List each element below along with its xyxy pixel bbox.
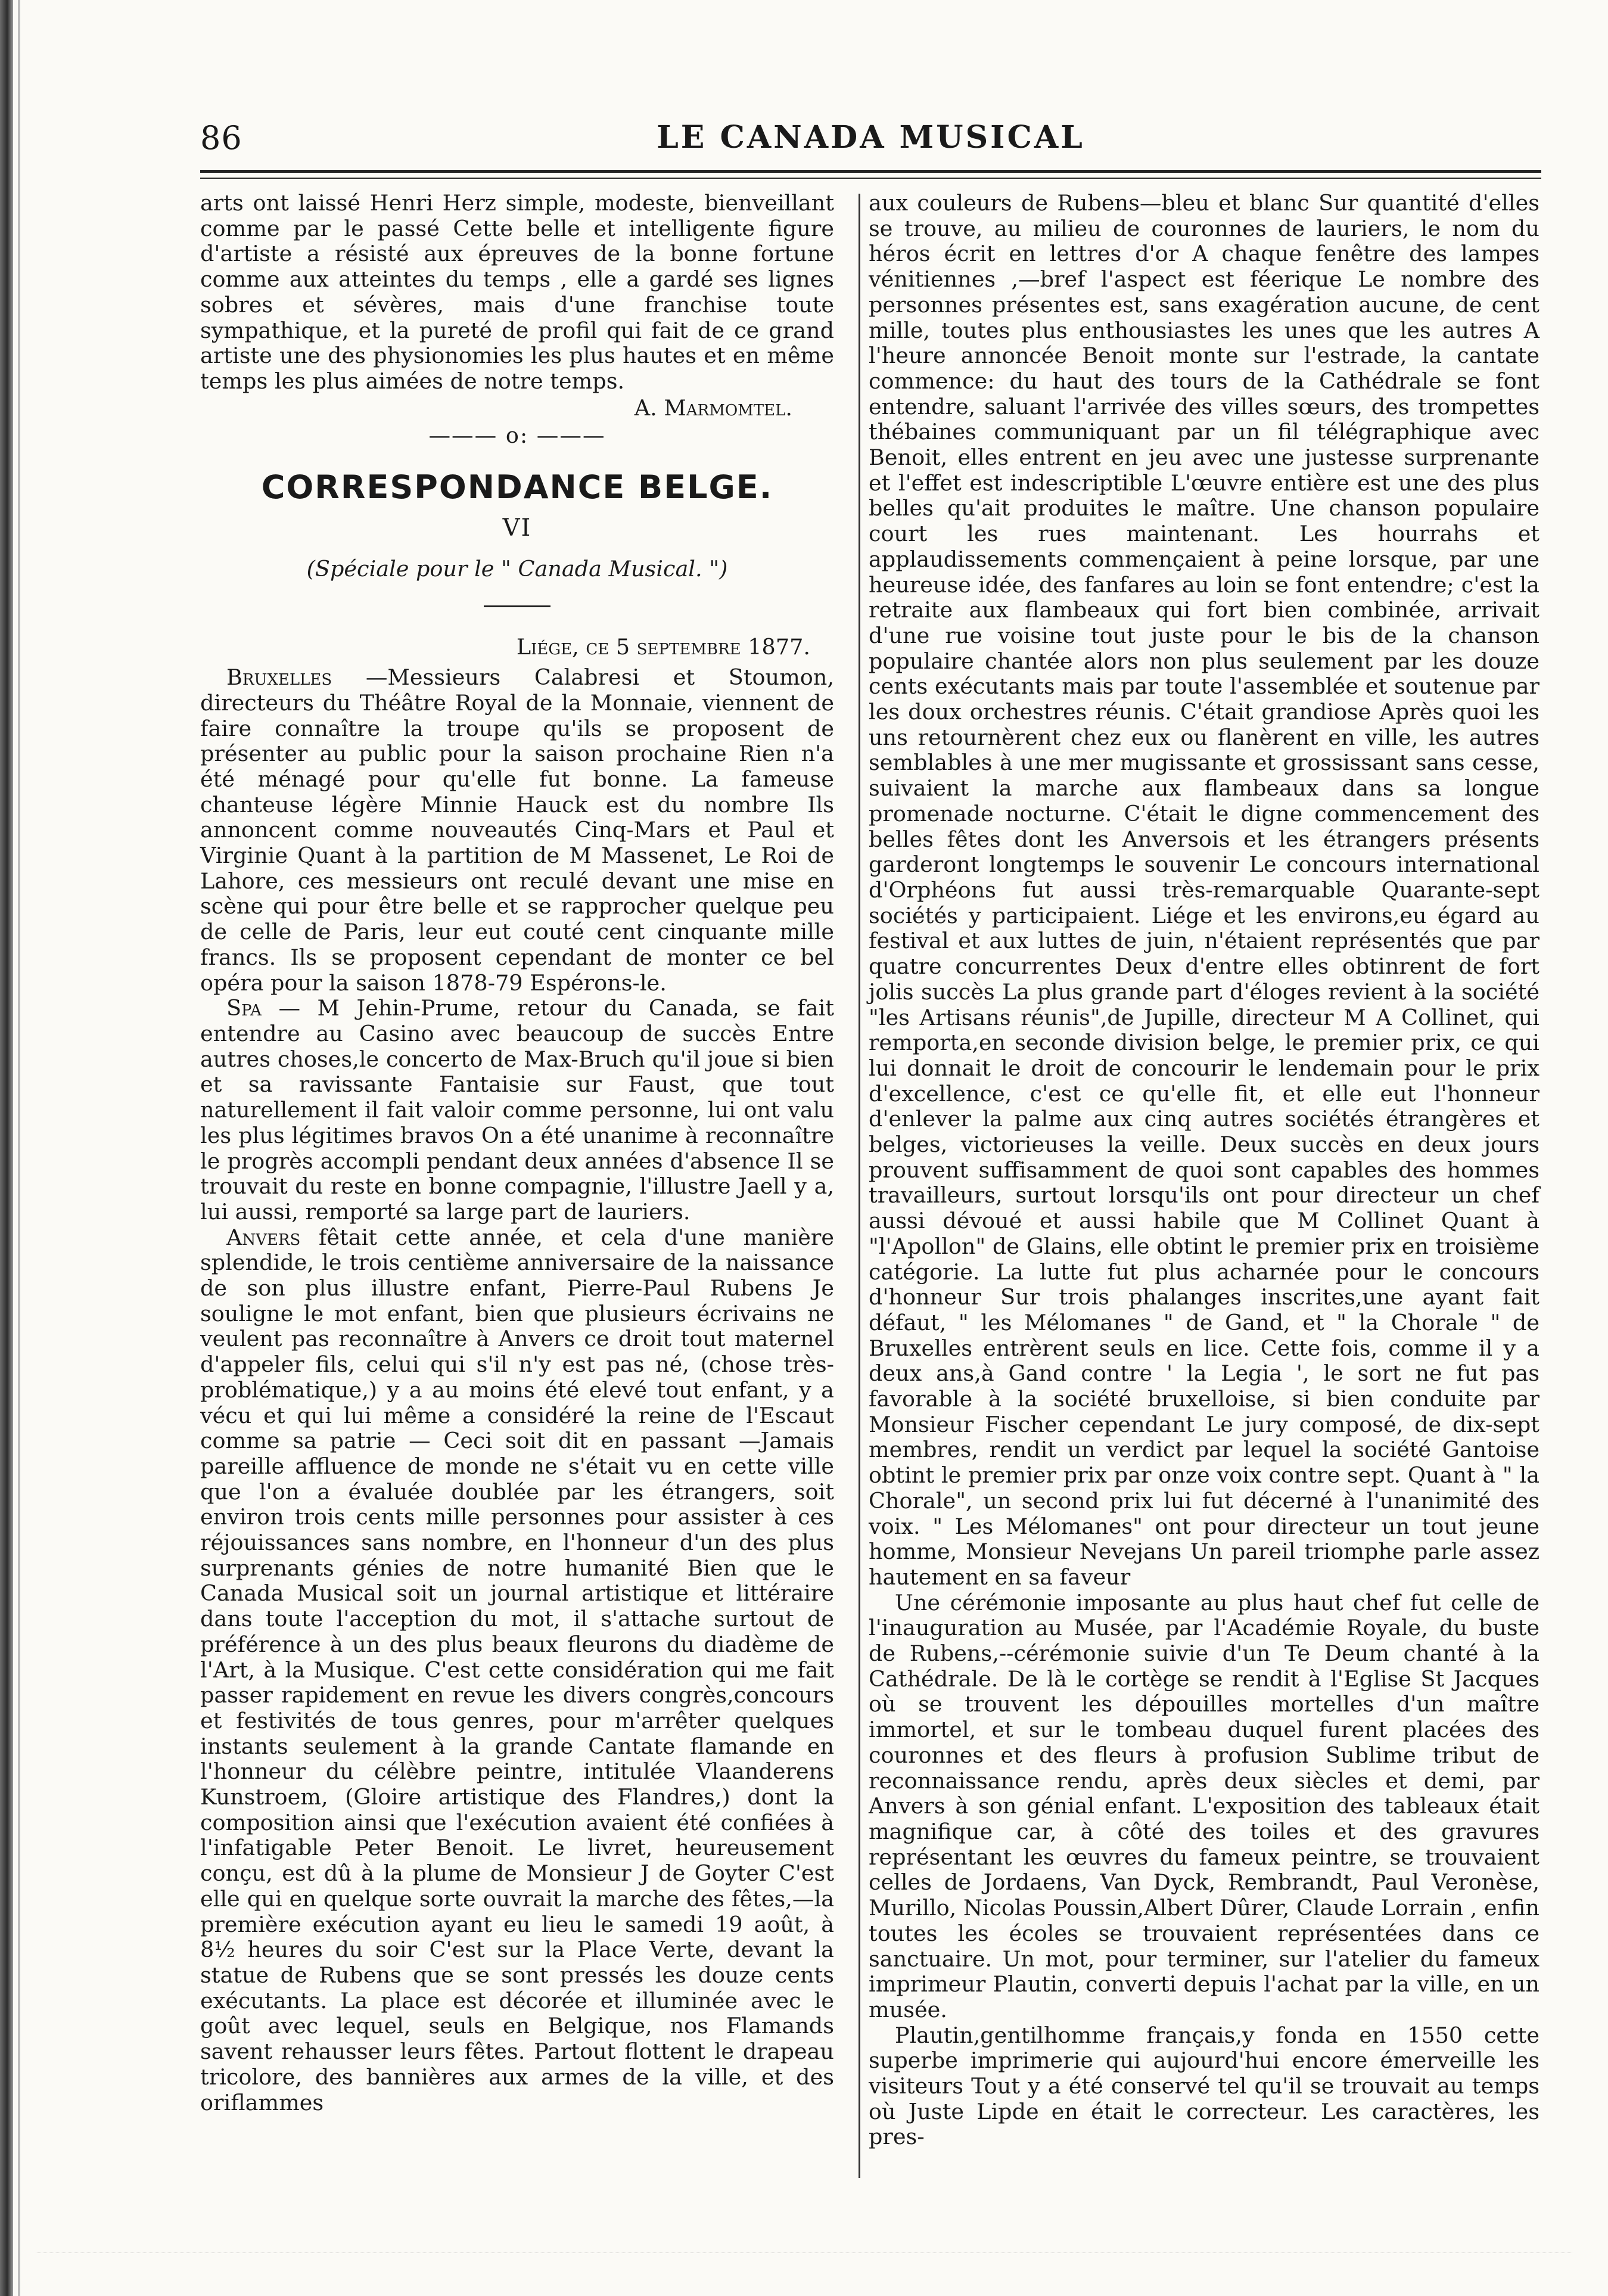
paragraph-ceremonie: Une cérémonie imposante au plus haut chef fut celle de l'inauguration au Musée, par l'Académie Royale, du buste de Rubens,--cérémonie suivie d'un Te Deum chanté à la Cathédrale. De là le cortège se rendit à l'Eglise St Jacques où se trouvent les dépouilles mortelles d'un maître immortel, et sur le tombeau duquel furent placées des couronnes et des fleurs à profusion Sublime tribut de reconnaissance rendu, après deux siècles et demi, par Anvers à son génial enfant. L'exposition des tableaux était magnifique car, à côté des toiles et des gravures représentant les œuvres du fameux peintre, se trouvaient celles de Jordaens, Van Dyck, Rembrandt, Paul Veronèse, Murillo, Nicolas Poussin,Albert Dûrer, Claude Lorrain , enfin toutes les écoles se trouvaient représentées dans ce sanctuaire. Un mot, pour terminer, sur l'atelier du fameux imprimeur Plautin, converti depuis l'achat par la ville, en un musée. (869, 1589, 1539, 2022)
paragraph-plautin: Plautin,gentilhomme français,y fonda en 1550 cette superbe imprimerie qui aujourd'hui encore émerveille les visiteurs Tout y a été conservé tel qu'il se trouvait au temps où Juste Lipde en était le correcteur. Les caractères, les pres- (869, 2022, 1539, 2150)
header-rule-thin (200, 178, 1541, 179)
page-bottom-edge (36, 2252, 1572, 2271)
page-header (200, 119, 1541, 173)
lead-word: Bruxelles (226, 664, 332, 691)
lead-word: Spa (226, 995, 262, 1021)
paragraph-text: fêtait cette année, et cela d'une manière splendide, le trois centième anniversaire de la naissance de son plus illustre enfant, Pierre-Paul Rubens Je souligne le mot enfant, bien que plusieurs écrivains ne veulent pas reconnaître à Anvers ce droit tout maternel d'appeler fils, celui qui s'il n'y est pas né, (chose très-problématique,) y a au moins été elevé tout enfant, y a vécu et qui lui même a considéré la reine de l'Escaut comme sa patrie — Ceci soit dit en passant —Jamais pareille affluence de monde ne s'était vu en cette ville que l'on a évaluée doublée par les étrangers, soit environ trois cents mille personnes pour assister à ces réjouissances sans nombre, en l'honneur d'un des plus surprenants génies de notre humanité Bien que le Canada Musical soit un journal artistique et littéraire dans toute l'acception du mot, il s'attache surtout de préférence à un des plus beaux fleurons du diadème de l'Art, à la Musique. C'est cette considération qui me fait passer rapidement en revue les divers congrès,concours et festivités de tous genres, pour m'arrêter quelques instants seulement à la grande Cantate flamande en l'honneur du célèbre peintre, intitulée Vlaanderens Kunstroem, (Gloire artistique des Flandres,) dont la composition ainsi que l'exécution avaient été confiées à l'infatigable Peter Benoit. Le livret, heureusement conçu, est dû à la plume de Monsieur J de Goyter C'est elle qui en quelque sorte ouvrait la marche des fêtes,—la première exécution ayant eu lieu le samedi 19 août, à 8½ heures du soir C'est sur la Place Verte, devant la statue de Rubens que se sont pressés les douze cents exécutants. La place est décorée et illuminée avec le goût avec lequel, seuls en Belgique, nos Flamands savent rehausser leurs fêtes. Partout flottent le drapeau tricolore, des bannières aux armes de la ville, et des oriflammes (200, 1224, 834, 2115)
column-rule (859, 194, 860, 2178)
binding-edge (0, 0, 13, 2296)
paragraph-rubens-fetes: aux couleurs de Rubens—bleu et blanc Sur quantité d'elles se trouve, au milieu de couronnes de lauriers, le nom du héros écrit en lettres d'or A chaque fenêtre des lampes vénitiennes ,—bref l'aspect est féerique Le nombre des personnes présentes est, sans exagération aucune, de cent mille, toutes plus enthousiastes les unes que les autres A l'heure annoncée Benoit monte sur l'estrade, la cantate commence: du haut des tours de la Cathédrale se font entendre, saluant l'arrivée des villes sœurs, des trompettes thébaines communiquant par un fil télégraphique avec Benoit, elles entrent en jeu avec une justesse surprenante et l'effet est indescriptible L'œuvre entière est une des plus belles qu'ait produites le maître. Une chanson populaire court les rues maintenant. Les hourrahs et applaudissements commençaient à peine lorsque, par une heureuse idée, des fanfares au loin se font entendre; c'est la retraite aux flambeaux qui fort bien combinée, arrivait d'une rue voisine tout juste pour le bis de la chanson populaire chantée alors non plus seulement par les douze cents exécutants mais par toute l'assemblée et soutenue par les doux orchestres réunis. C'était grandiose Après quoi les uns retournèrent chez eux ou flanèrent en ville, les autres semblables à une mer mugissante et grossissant sans cesse, suivaient la marche aux flambeaux dans sa longue promenade nocturne. C'était le digne commencement des belles fêtes dont les Anversois et les étrangers présents garderont longtemps le souvenir Le concours international d'Orphéons fut aussi très-remarquable Quarante-sept sociétés y participaient. Liége et les environs,eu égard au festival et aux luttes de juin, n'étaient représentés que par quatre concurrentes Deux d'entre elles obtinrent de fort jolis succès La plus grande part d'éloges revient à la société "les Artisans réunis",de Jupille, directeur M A Collinet, qui remporta,en seconde division belge, le premier prix, ce qui lui donnait le droit de concourir le lendemain pour le prix d'excellence, c'est ce qu'elle fit, et elle eut l'honneur d'enlever la palme aux cinq autres sociétés étrangères et belges, victorieuses la veille. Deux succès en deux jours prouvent suffisamment de quoi sont capables des hommes travailleurs, surtout lorsqu'ils ont pour directeur un chef aussi dévoué et aussi habile que M Collinet Quant à "l'Apollon" de Glains, elle obtint le premier prix en troisième catégorie. La lutte fut plus acharnée pour le concours d'honneur Sur trois phalanges inscrites,une ayant fait défaut, " les Mélomanes " de Gand, et " la Chorale " de Bruxelles entrèrent seuls en lice. Cette fois, comme il y a deux ans,à Gand contre ' la Legia ', le sort ne fut pas favorable à la société bruxelloise, si bien conduite par Monsieur Fischer cependant Le jury composé, de dix-sept membres, rendit un verdict par lequel la société Gantoise obtint le premier prix par onze voix contre sept. Quant à " la Chorale", un second prix lui fut décerné à l'unanimité des voix. " Les Mélomanes" ont pour directeur un tout jeune homme, Monsieur Nevejans Un pareil triomphe parle assez hautement en sa faveur (869, 190, 1539, 1590)
paragraph-text: —Messieurs Calabresi et Stoumon, directeurs du Théâtre Royal de la Monnaie, viennent de faire connaître la troupe qu'ils se proposent de présenter au public pour la saison prochaine Rien n'a été ménagé pour qu'elle fut bonne. La fameuse chanteuse légère Minnie Hauck est du nombre Ils annoncent comme nouveautés Cinq-Mars et Paul et Virginie Quant à la partition de M Massenet, Le Roi de Lahore, ces messieurs ont reculé devant une mise en scène qui pour être belle et se rapprocher quelque peu de celle de Paris, leur eut couté cent cinquante mille francs. Ils se proposent cependant de monter ce bel opéra pour la saison 1878-79 Espérons-le. (200, 664, 834, 996)
paragraph-bruxelles (200, 665, 834, 996)
right-column (869, 191, 1539, 2150)
dateline: Liége, ce 5 septembre 1877. (516, 634, 810, 660)
paragraph-spa (200, 996, 834, 1225)
binding-line (18, 0, 20, 2296)
short-rule (484, 605, 550, 607)
header-rule-thick (200, 170, 1541, 173)
paragraph-herz: arts ont laissé Henri Herz simple, modeste, bienveillant comme par le passé Cette belle et intelligente figure d'artiste a résisté aux épreuves de la bonne fortune comme aux atteintes du temps , elle a gardé ses lignes sobres et sévères, mais d'une franchise toute sympathique, et la pureté de profil qui fait de ce grand artiste une des physionomies les plus hautes et en même temps les plus aimées de notre temps. (200, 190, 834, 394)
left-column (200, 191, 834, 2115)
section-separator: ——— o: ——— (428, 422, 606, 449)
lead-word: Anvers (226, 1224, 301, 1250)
article-number: VI (502, 514, 532, 542)
article-subtitle: (Spéciale pour le " Canada Musical. ") (306, 555, 728, 582)
signature: A. Marmomtel. (634, 394, 792, 421)
article-title: CORRESPONDANCE BELGE. (261, 468, 773, 507)
page-number: 86 (200, 119, 242, 157)
paragraph-text: — M Jehin-Prume, retour du Canada, se fait entendre au Casino avec beaucoup de succès Entre autres choses,le concerto de Max-Bruch qu'il joue si bien et sa ravissante Fantaisie sur Faust, que tout naturellement il fait valoir comme personne, lui ont valu les plus légitimes bravos On a été unanime à reconnaître le progrès accompli pendant deux années d'absence Il se trouvait du reste en bonne compagnie, l'illustre Jaell y a, lui aussi, remporté sa large part de lauriers. (200, 995, 834, 1225)
running-title: LE CANADA MUSICAL (657, 119, 1085, 156)
paragraph-anvers (200, 1225, 834, 2116)
